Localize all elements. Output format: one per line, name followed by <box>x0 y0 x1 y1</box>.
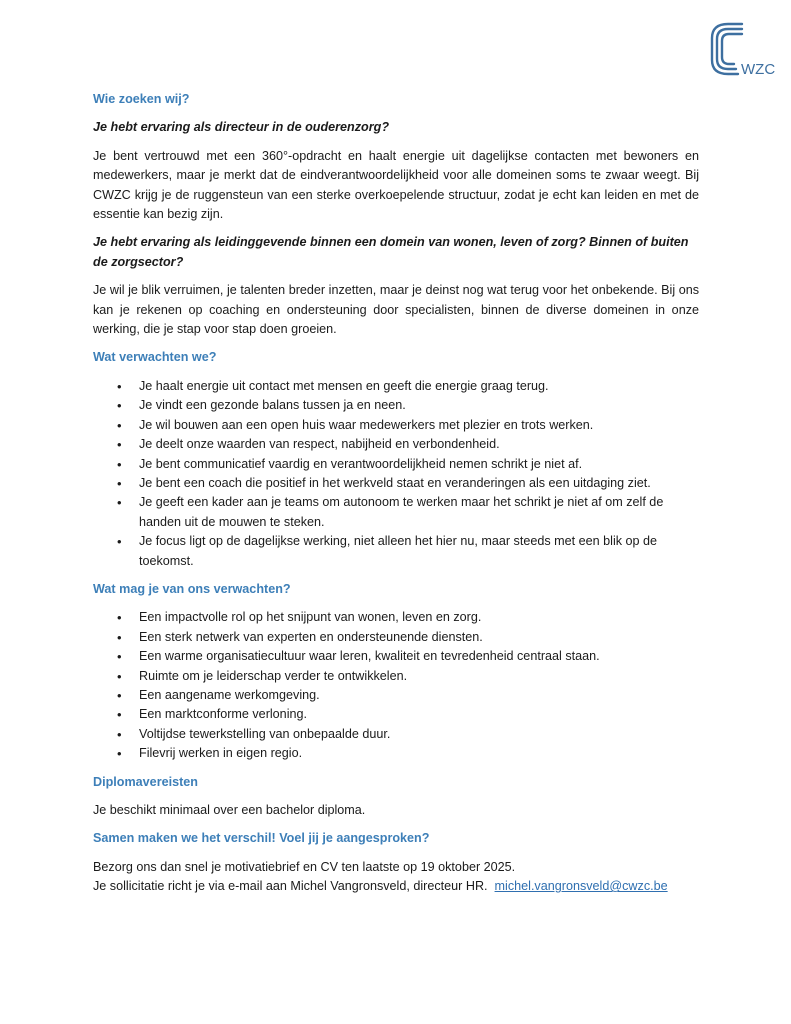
list-item: • Voltijdse tewerkstelling van onbepaalde duur. <box>93 725 699 744</box>
cwzc-logo-mark <box>708 18 786 78</box>
cta-contact-line <box>93 877 699 896</box>
cwzc-logo <box>708 18 786 78</box>
list-item: • Een sterk netwerk van experten en ondersteunende diensten. <box>93 628 699 647</box>
list-item: • Je geeft een kader aan je teams om autonoom te werken maar het schrikt je niet af om zelf de handen uit de mouwen te steken. <box>93 493 699 532</box>
list-item: • Je wil bouwen aan een open huis waar medewerkers met plezier en trots werken. <box>93 416 699 435</box>
question-manager: Je hebt ervaring als leidinggevende binnen een domein van wonen, leven of zorg? Binnen of buiten de zorgsector? <box>93 235 689 269</box>
list-item: • Een marktconforme verloning. <box>93 705 699 724</box>
list-item: • Ruimte om je leiderschap verder te ontwikkelen. <box>93 667 699 686</box>
section-heading-expect: Wat verwachten we? <box>93 350 217 365</box>
cta-contact-text: Je sollicitatie richt je via e-mail aan Michel Vangronsveld, directeur HR. <box>93 879 488 894</box>
list-item: • Je focus ligt op de dagelijkse werking, niet alleen het hier nu, maar steeds met een blik op de toekomst. <box>93 532 699 571</box>
list-item: • Een warme organisatiecultuur waar leren, kwaliteit en tevredenheid centraal staan. <box>93 647 699 666</box>
email-link[interactable]: michel.vangronsveld@cwzc.be <box>494 879 668 894</box>
list-item: • Je bent communicatief vaardig en verantwoordelijkheid nemen schrikt je niet af. <box>93 455 699 474</box>
list-item: • Filevrij werken in eigen regio. <box>93 744 699 763</box>
list-item: • Je bent een coach die positief in het werkveld staat en veranderingen als een uitdaging ziet. <box>93 474 699 493</box>
expectations-list <box>93 377 699 571</box>
list-item: • Je deelt onze waarden van respect, nabijheid en verbondenheid. <box>93 435 699 454</box>
logo-text: WZC <box>741 61 776 78</box>
cta-deadline: Bezorg ons dan snel je motivatiebrief en CV ten laatste op 19 oktober 2025. <box>93 859 516 874</box>
diploma-text: Je beschikt minimaal over een bachelor diploma. <box>93 803 366 817</box>
section-heading-diploma: Diplomavereisten <box>93 774 198 789</box>
offer-list <box>93 608 699 763</box>
paragraph-director: Je bent vertrouwd met een 360°-opdracht en haalt energie uit dagelijkse contacten met bewoners en medewerkers, maar je merkt dat de eindverantwoordelijkheid voor alle domeinen soms te zwaar weegt. Bij CWZC krijg je de ruggensteun van een sterke overkoepelende structuur, zodat je echt kan leiden en met de essentie kan bezig zijn. <box>93 148 699 222</box>
paragraph-manager: Je wil je blik verruimen, je talenten breder inzetten, maar je deinst nog wat terug voor het onbekende. Bij ons kan je rekenen op coaching en ondersteuning door specialisten, binnen de diverse domeinen in onze werking, die je stap voor stap doen groeien. <box>93 283 699 337</box>
section-heading-cta: Samen maken we het verschil! Voel jij je aangesproken? <box>93 831 430 846</box>
question-director: Je hebt ervaring als directeur in de ouderenzorg? <box>93 120 390 135</box>
section-heading-who: Wie zoeken wij? <box>93 92 190 106</box>
section-heading-offer: Wat mag je van ons verwachten? <box>93 581 291 596</box>
list-item: • Je vindt een gezonde balans tussen ja en neen. <box>93 396 699 415</box>
list-item: • Je haalt energie uit contact met mensen en geeft die energie graag terug. <box>93 377 699 396</box>
list-item: • Een impactvolle rol op het snijpunt van wonen, leven en zorg. <box>93 608 699 627</box>
list-item: • Een aangename werkomgeving. <box>93 686 699 705</box>
vacancy-body <box>93 90 699 897</box>
